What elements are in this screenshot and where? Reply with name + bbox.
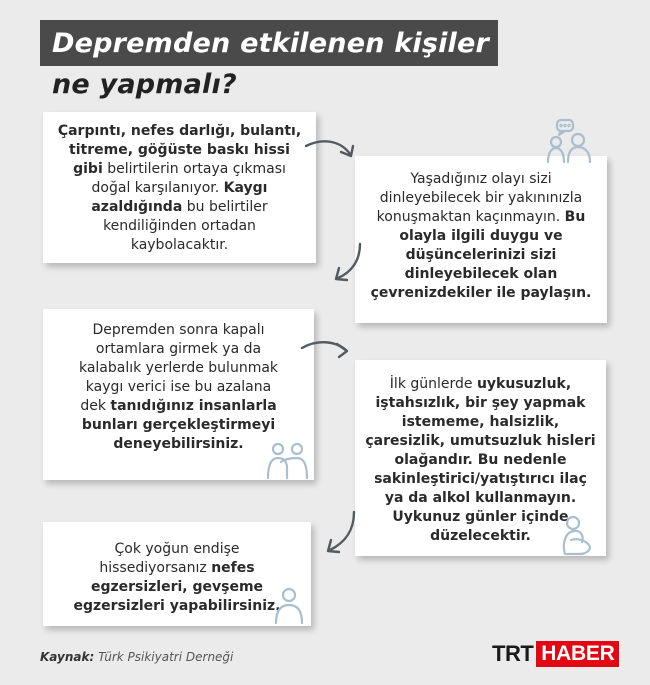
text-run: Çok yoğun endişe hissediyorsanız [99,541,240,576]
person-icon [273,586,305,630]
text-run: Depremden sonra kapalı ortamlara girmek ya da kalabalık yerlerde bulunmak kaygı verici ise bu azalana dek [78,322,279,414]
advice-card-1 [43,112,316,263]
sitting-person-icon [557,514,599,561]
text-run: İlk günlerde [389,376,477,392]
arrow-2-icon [328,240,368,288]
bold-text-run: uykusuzluk, iştahsızlık, bir şey yapmak istememe, halsizlik, çaresizlik, umutsuzluk hisleri olağandır. Bu nedenle sakinleştirici/yatıştırıcı ilaç ya da alkol kullanmayın. Uykunuz günler içinde düzelecektir. [365,376,596,544]
arrow-4-icon [318,508,362,558]
arrow-1-icon [300,134,360,170]
conversation-icon [545,118,593,171]
advice-card-5-text [43,540,311,616]
title-band [40,20,498,66]
page-title-line2: ne yapmalı? [52,68,237,100]
bold-text-run: Çarpıntı, nefes darlığı, bulantı, titreme, göğüste baskı hissi gibi [57,123,302,177]
bold-text-run: Kaygı azaldığında [91,180,268,215]
bold-text-run: Bu olayla ilgili duygu ve düşüncelerinizi sizi dinleyebilecek olan çevrenizdekiler ile paylaşın. [370,209,592,301]
bold-text-run: nefes egzersizleri, gevşeme egzersizleri yapabilirsiniz. [73,560,281,614]
source-credit [40,650,233,664]
title-line2-wrap [52,64,237,104]
advice-card-1-text [43,122,316,255]
trt-haber-logo [492,641,619,667]
advice-card-2 [355,156,607,323]
text-run: Yaşadığınız olayı sizi dinleyebilecek bir yakınınızla konuşmaktan kaçınmayın. [376,171,583,225]
source-label: Kaynak: [40,650,95,664]
advice-card-2-text [355,170,607,303]
bold-text-run: tanıdığınız insanlarla bunları gerçekleştirmeyi deneyebilirsiniz. [81,398,277,452]
source-value: Türk Psikiyatri Derneği [98,650,234,664]
arrow-3-icon [296,334,356,364]
logo-trt: TRT [492,641,534,666]
advice-card-5 [43,522,311,626]
advice-card-3 [43,309,314,480]
text-run: belirtilerin ortaya çıkması doğal karşılanıyor. [91,161,286,196]
advice-card-3-text [43,321,314,454]
logo-haber: HABER [536,641,619,667]
support-people-icon [265,441,311,485]
page-title-line1: Depremden etkilenen kişiler [52,27,490,59]
text-run: bu belirtiler kendiliğinden ortadan kaybolacaktır. [103,199,268,253]
